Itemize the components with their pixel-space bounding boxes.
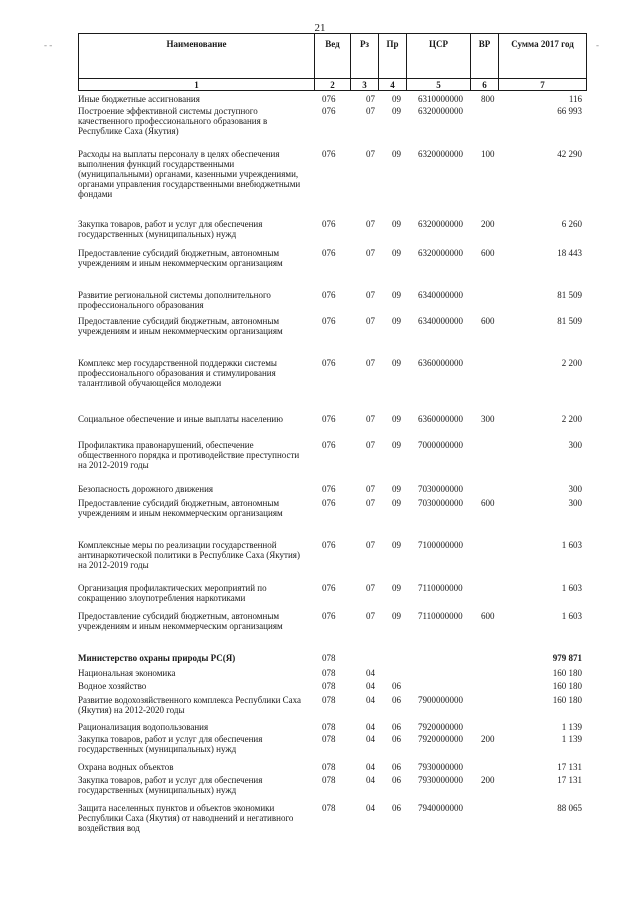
row-sum: 160 180 xyxy=(552,695,582,705)
row-rz: 07 xyxy=(366,540,375,550)
row-csr: 6340000000 xyxy=(418,316,463,326)
row-ved: 078 xyxy=(322,653,336,663)
row-ved: 078 xyxy=(322,775,336,785)
row-pr: 09 xyxy=(392,290,401,300)
row-pr: 09 xyxy=(392,484,401,494)
column-number: 1 xyxy=(79,79,315,91)
row-name: Безопасность дорожного движения xyxy=(78,484,214,494)
row-sum: 2 200 xyxy=(561,414,582,424)
row-ved: 076 xyxy=(322,358,336,368)
row-name: Развитие региональной системы дополнительного профессионального образования xyxy=(78,290,271,310)
row-name: Охрана водных объектов xyxy=(78,762,174,772)
row-name: Министерство охраны природы РС(Я) xyxy=(78,653,236,663)
row-csr: 7030000000 xyxy=(418,484,463,494)
row-pr: 06 xyxy=(392,722,401,732)
row-vr: 600 xyxy=(481,498,495,508)
row-vr: 200 xyxy=(481,734,495,744)
row-ved: 078 xyxy=(322,762,336,772)
row-sum: 300 xyxy=(568,440,582,450)
row-name: Защита населенных пунктов и объектов экономики Республики Саха (Якутия) от наводнений и негативного воздействия вод xyxy=(78,803,294,833)
header-ved: Вед xyxy=(315,34,351,79)
row-rz: 04 xyxy=(366,722,375,732)
row-sum: 42 290 xyxy=(557,149,582,159)
row-name: Предоставление субсидий бюджетным, автономным учреждениям и иным некоммерческим организациям xyxy=(78,248,283,268)
row-name: Предоставление субсидий бюджетным, автономным учреждениям и иным некоммерческим организациям xyxy=(78,498,283,518)
row-ved: 076 xyxy=(322,290,336,300)
scan-mark-right: - xyxy=(596,40,599,50)
row-rz: 07 xyxy=(366,316,375,326)
row-csr: 6340000000 xyxy=(418,290,463,300)
row-csr: 7110000000 xyxy=(418,583,463,593)
row-name: Комплекс мер государственной поддержки системы профессионального образования и стимулирования талантливой обучающейся молодежи xyxy=(78,358,277,388)
row-ved: 076 xyxy=(322,94,336,104)
row-ved: 076 xyxy=(322,248,336,258)
row-pr: 09 xyxy=(392,248,401,258)
row-name: Построение эффективной системы доступного качественного профессионального образования в Республике Саха (Якутия) xyxy=(78,106,268,136)
row-pr: 06 xyxy=(392,695,401,705)
row-pr: 09 xyxy=(392,94,401,104)
row-ved: 078 xyxy=(322,668,336,678)
row-rz: 07 xyxy=(366,149,375,159)
row-sum: 1 603 xyxy=(561,611,582,621)
row-pr: 09 xyxy=(392,219,401,229)
column-number: 7 xyxy=(499,79,587,91)
row-sum: 160 180 xyxy=(552,668,582,678)
row-vr: 600 xyxy=(481,611,495,621)
row-ved: 076 xyxy=(322,484,336,494)
row-ved: 078 xyxy=(322,695,336,705)
row-sum: 88 065 xyxy=(557,803,582,813)
row-name: Иные бюджетные ассигнования xyxy=(78,94,200,104)
header-sum: Сумма 2017 год xyxy=(499,34,587,79)
row-rz: 07 xyxy=(366,219,375,229)
row-name: Предоставление субсидий бюджетным, автономным учреждениям и иным некоммерческим организациям xyxy=(78,611,283,631)
row-name: Профилактика правонарушений, обеспечение общественного порядка и противодействие преступности на 2012-2019 годы xyxy=(78,440,300,470)
row-sum: 300 xyxy=(568,498,582,508)
row-pr: 06 xyxy=(392,775,401,785)
row-ved: 076 xyxy=(322,611,336,621)
row-ved: 078 xyxy=(322,681,336,691)
column-number: 5 xyxy=(407,79,471,91)
row-name: Комплексные меры по реализации государственной антинаркотической политики в Республике Саха (Якутия) на 2012-2019 годы xyxy=(78,540,300,570)
row-ved: 076 xyxy=(322,219,336,229)
row-pr: 09 xyxy=(392,498,401,508)
row-csr: 7920000000 xyxy=(418,722,463,732)
row-pr: 09 xyxy=(392,106,401,116)
row-name: Социальное обеспечение и иные выплаты населению xyxy=(78,414,283,424)
row-pr: 09 xyxy=(392,611,401,621)
scan-mark-left: - - xyxy=(44,40,53,50)
row-sum: 979 871 xyxy=(552,653,582,663)
row-name: Рационализация водопользования xyxy=(78,722,209,732)
column-number: 6 xyxy=(471,79,499,91)
row-rz: 07 xyxy=(366,94,375,104)
row-rz: 07 xyxy=(366,583,375,593)
row-rz: 04 xyxy=(366,803,375,813)
row-rz: 04 xyxy=(366,762,375,772)
row-csr: 7930000000 xyxy=(418,775,463,785)
row-name: Водное хозяйство xyxy=(78,681,147,691)
row-sum: 1 139 xyxy=(561,722,582,732)
row-csr: 7100000000 xyxy=(418,540,463,550)
row-sum: 81 509 xyxy=(557,316,582,326)
row-ved: 076 xyxy=(322,540,336,550)
row-csr: 6360000000 xyxy=(418,414,463,424)
row-name: Расходы на выплаты персоналу в целях обеспечения выполнения функций государственными (муниципальными) органами, казенными учреждениями, органами управления государственными внебюджетными фондами xyxy=(78,149,301,199)
row-csr: 7900000000 xyxy=(418,695,463,705)
row-ved: 076 xyxy=(322,316,336,326)
row-sum: 81 509 xyxy=(557,290,582,300)
row-csr: 6310000000 xyxy=(418,94,463,104)
row-ved: 076 xyxy=(322,440,336,450)
row-rz: 04 xyxy=(366,734,375,744)
row-pr: 06 xyxy=(392,734,401,744)
row-pr: 09 xyxy=(392,316,401,326)
column-number: 2 xyxy=(315,79,351,91)
row-csr: 7030000000 xyxy=(418,498,463,508)
row-rz: 04 xyxy=(366,681,375,691)
row-vr: 300 xyxy=(481,414,495,424)
row-rz: 07 xyxy=(366,248,375,258)
row-rz: 07 xyxy=(366,414,375,424)
row-name: Закупка товаров, работ и услуг для обеспечения государственных (муниципальных) нужд xyxy=(78,219,263,239)
row-ved: 078 xyxy=(322,803,336,813)
row-rz: 07 xyxy=(366,106,375,116)
row-csr: 7930000000 xyxy=(418,762,463,772)
row-rz: 07 xyxy=(366,440,375,450)
row-vr: 100 xyxy=(481,149,495,159)
row-ved: 078 xyxy=(322,734,336,744)
row-sum: 6 260 xyxy=(561,219,582,229)
row-pr: 09 xyxy=(392,149,401,159)
column-number: 4 xyxy=(379,79,407,91)
budget-table-header xyxy=(78,33,587,91)
row-rz: 07 xyxy=(366,498,375,508)
row-csr: 6320000000 xyxy=(418,219,463,229)
row-ved: 076 xyxy=(322,583,336,593)
row-csr: 6320000000 xyxy=(418,106,463,116)
row-pr: 09 xyxy=(392,440,401,450)
header-rz: Рз xyxy=(351,34,379,79)
row-vr: 600 xyxy=(481,248,495,258)
row-name: Национальная экономика xyxy=(78,668,176,678)
row-vr: 200 xyxy=(481,219,495,229)
row-rz: 07 xyxy=(366,358,375,368)
row-rz: 07 xyxy=(366,484,375,494)
row-csr: 7110000000 xyxy=(418,611,463,621)
row-name: Предоставление субсидий бюджетным, автономным учреждениям и иным некоммерческим организациям xyxy=(78,316,283,336)
row-pr: 06 xyxy=(392,681,401,691)
row-csr: 7920000000 xyxy=(418,734,463,744)
header-name: Наименование xyxy=(79,34,315,79)
row-csr: 6320000000 xyxy=(418,149,463,159)
row-ved: 076 xyxy=(322,414,336,424)
row-vr: 600 xyxy=(481,316,495,326)
row-sum: 18 443 xyxy=(557,248,582,258)
header-vr: ВР xyxy=(471,34,499,79)
row-pr: 09 xyxy=(392,414,401,424)
row-pr: 06 xyxy=(392,762,401,772)
row-name: Закупка товаров, работ и услуг для обеспечения государственных (муниципальных) нужд xyxy=(78,775,263,795)
row-csr: 6320000000 xyxy=(418,248,463,258)
row-csr: 6360000000 xyxy=(418,358,463,368)
row-sum: 17 131 xyxy=(557,775,582,785)
row-name: Организация профилактических мероприятий по сокращению злоупотребления наркотиками xyxy=(78,583,267,603)
row-sum: 1 603 xyxy=(561,540,582,550)
row-sum: 2 200 xyxy=(561,358,582,368)
row-ved: 078 xyxy=(322,722,336,732)
row-pr: 09 xyxy=(392,540,401,550)
row-rz: 04 xyxy=(366,668,375,678)
row-rz: 04 xyxy=(366,775,375,785)
row-pr: 06 xyxy=(392,803,401,813)
row-rz: 07 xyxy=(366,611,375,621)
row-ved: 076 xyxy=(322,498,336,508)
row-pr: 09 xyxy=(392,358,401,368)
page-number: 21 xyxy=(314,22,326,34)
row-sum: 1 139 xyxy=(561,734,582,744)
row-name: Развитие водохозяйственного комплекса Республики Саха (Якутия) на 2012-2020 годы xyxy=(78,695,302,715)
row-pr: 09 xyxy=(392,583,401,593)
row-ved: 076 xyxy=(322,149,336,159)
row-sum: 160 180 xyxy=(552,681,582,691)
row-csr: 7940000000 xyxy=(418,803,463,813)
row-csr: 7000000000 xyxy=(418,440,463,450)
row-name: Закупка товаров, работ и услуг для обеспечения государственных (муниципальных) нужд xyxy=(78,734,263,754)
header-pr: Пр xyxy=(379,34,407,79)
row-sum: 1 603 xyxy=(561,583,582,593)
row-sum: 116 xyxy=(568,94,582,104)
column-number: 3 xyxy=(351,79,379,91)
row-sum: 300 xyxy=(568,484,582,494)
header-csr: ЦСР xyxy=(407,34,471,79)
row-ved: 076 xyxy=(322,106,336,116)
row-sum: 66 993 xyxy=(557,106,582,116)
row-rz: 04 xyxy=(366,695,375,705)
row-sum: 17 131 xyxy=(557,762,582,772)
row-vr: 200 xyxy=(481,775,495,785)
row-rz: 07 xyxy=(366,290,375,300)
row-vr: 800 xyxy=(481,94,495,104)
